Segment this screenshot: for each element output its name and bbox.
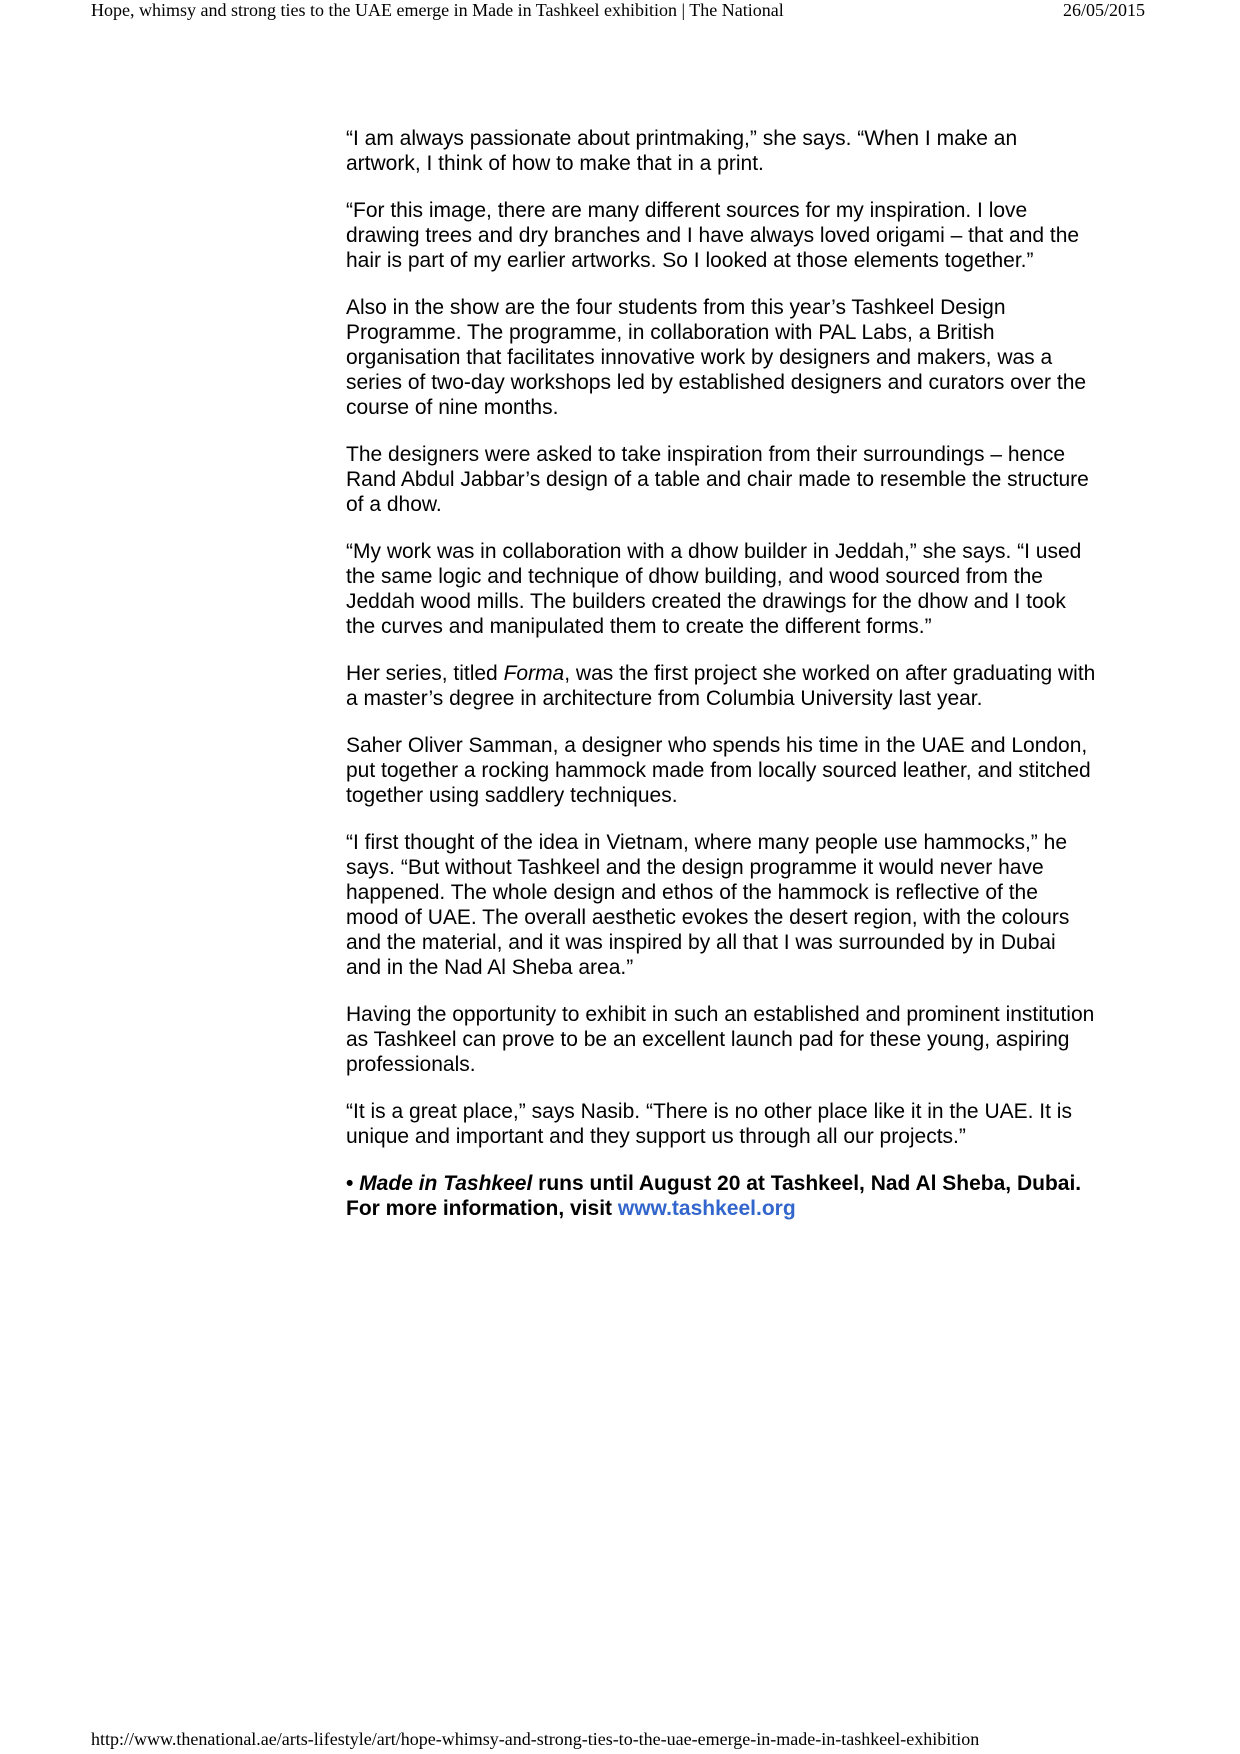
exhibition-title: Made in Tashkeel [359,1172,533,1195]
forma-text-before: Her series, titled [346,662,504,685]
article-paragraph: Having the opportunity to exhibit in such an established and prominent institution as Tashkeel can prove to be an excellent launch pad for these young, aspiring professionals. [346,1003,1095,1076]
print-header-date: 26/05/2015 [1063,0,1146,20]
exhibition-info-note [346,1171,1096,1221]
article-paragraph: “I first thought of the idea in Vietnam, where many people use hammocks,” he says. “But without Tashkeel and the design programme it would never have happened. The whole design and ethos of the hammock is reflective of the mood of UAE. The overall aesthetic evokes the desert region, with the colours and the material, and it was inspired by all that I was surrounded by in Dubai and in the Nad Al Sheba area.” [346,831,1070,979]
article-paragraph: “I am always passionate about printmaking,” she says. “When I make an artwork, I think of how to make that in a print. [346,127,1018,175]
exhibition-info-text: runs until August 20 at Tashkeel, Nad Al Sheba, Dubai. For more information, visit [346,1172,1082,1220]
article-paragraph: “For this image, there are many different sources for my inspiration. I love drawing trees and dry branches and I have always loved origami – that and the hair is part of my earlier artworks. So I looked at those elements together.” [346,199,1080,272]
forma-text-after: , was the first project she worked on after graduating with a master’s degree in architecture from Columbia University last year. [346,662,1096,710]
article-paragraph: “My work was in collaboration with a dhow builder in Jeddah,” she says. “I used the same logic and technique of dhow building, and wood sourced from the Jeddah wood mills. The builders created the drawings for the dhow and I took the curves and manipulated them to create the different forms.” [346,540,1082,638]
forma-series-title: Forma [503,662,565,685]
bullet-glyph: • [346,1172,360,1195]
article-paragraph: Also in the show are the four students from this year’s Tashkeel Design Programme. The programme, in collaboration with PAL Labs, a British organisation that facilitates innovative work by designers and makers, was a series of two-day workshops led by established designers and curators over the course of nine months. [346,296,1087,419]
article-paragraph: “It is a great place,” says Nasib. “There is no other place like it in the UAE. It is unique and important and they support us through all our projects.” [346,1100,1072,1148]
article-paragraph-forma [346,661,1096,711]
article-paragraph: The designers were asked to take inspiration from their surroundings – hence Rand Abdul Jabbar’s design of a table and chair made to resemble the structure of a dhow. [346,443,1089,516]
article-paragraph: Saher Oliver Samman, a designer who spends his time in the UAE and London, put together a rocking hammock made from locally sourced leather, and stitched together using saddlery techniques. [346,734,1091,807]
article-body [346,126,1096,1243]
tashkeel-website-link[interactable]: www.tashkeel.org [617,1197,796,1220]
print-header-title: Hope, whimsy and strong ties to the UAE emerge in Made in Tashkeel exhibition | The National [91,0,784,20]
print-footer-url: http://www.thenational.ae/arts-lifestyle/art/hope-whimsy-and-strong-ties-to-the-uae-emerge-in-made-in-tashkeel-exhibition [91,1729,980,1749]
